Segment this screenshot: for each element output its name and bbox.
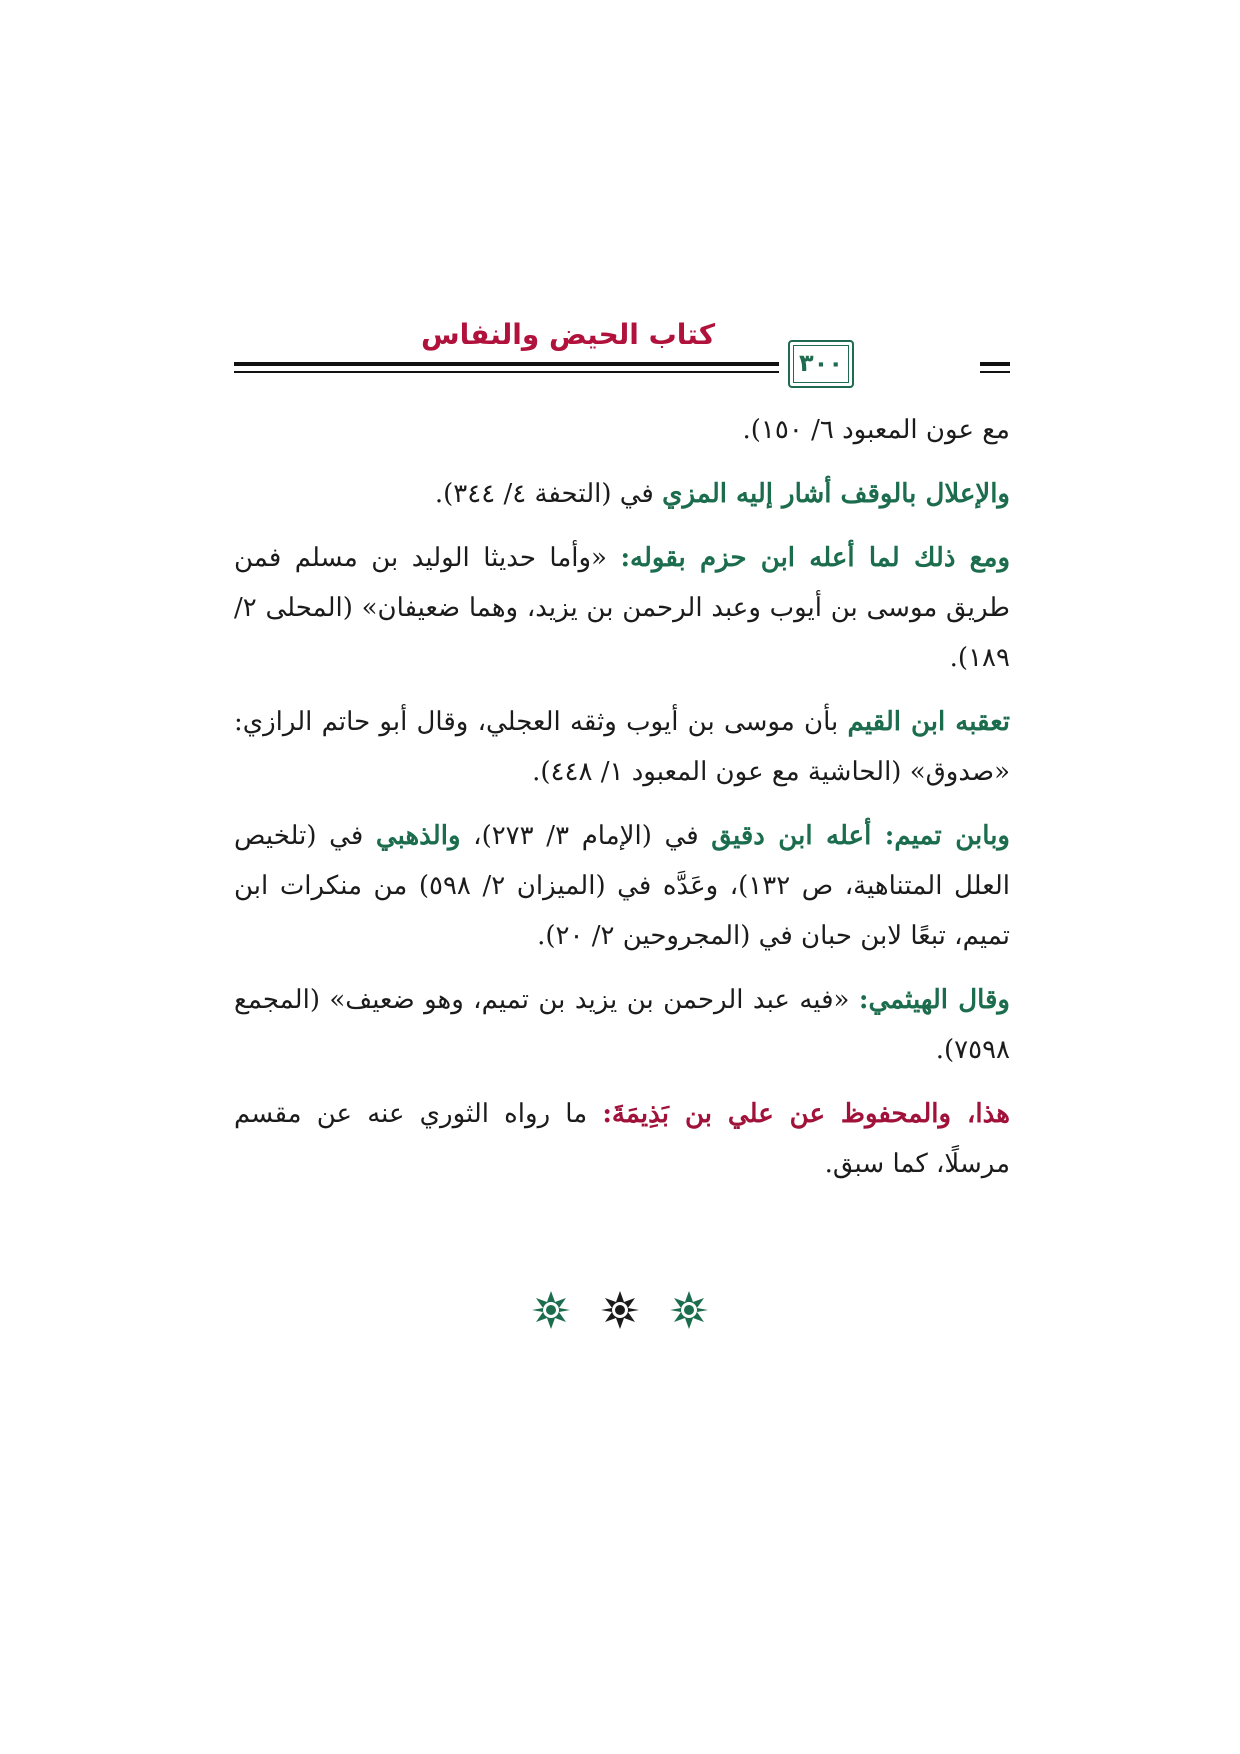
- highlighted-phrase: والذهبي: [375, 821, 461, 851]
- text-run: ما رواه الثوري عنه عن مقسم مرسلًا، كما سبق.: [234, 1099, 1010, 1179]
- text-run: «وأما حديثا الوليد بن مسلم فمن طريق موسى بن أيوب وعبد الرحمن بن يزيد، وهما ضعيفان» (المحلى ٢/ ١٨٩).: [234, 543, 1010, 673]
- text-run: في (التحفة ٤/ ٣٤٤).: [434, 479, 663, 509]
- paragraph: [234, 405, 1010, 455]
- header-rule: [980, 362, 1010, 366]
- header-rule: [234, 362, 779, 366]
- paragraph: [234, 697, 1010, 797]
- section-divider-ornaments: [0, 1290, 1240, 1330]
- text-run: في (تلخيص العلل المتناهية، ص ١٣٢)، وعَدَّه في (الميزان ٢/ ٥٩٨) من منكرات ابن تميم، تبعًا لابن حبان في (المجروحين ٢/ ٢٠).: [234, 821, 1010, 951]
- text-run: بأن موسى بن أيوب وثقه العجلي، وقال أبو حاتم الرازي: «صدوق» (الحاشية مع عون المعبود ١/ ٤٤٨).: [234, 707, 1010, 787]
- text-run: مع عون المعبود ٦/ ١٥٠).: [742, 415, 1010, 445]
- book-title: كتاب الحيض والنفاس: [420, 318, 715, 351]
- page-header: [234, 300, 1010, 390]
- paragraph: [234, 533, 1010, 683]
- ornament-icon: [669, 1290, 709, 1330]
- highlighted-phrase: أعله ابن دقيق: [711, 821, 885, 851]
- main-text: [234, 405, 1010, 1203]
- highlighted-phrase: ومع ذلك لما أعله ابن حزم بقوله:: [620, 543, 1010, 573]
- highlighted-phrase: وقال الهيثمي:: [858, 985, 1010, 1015]
- paragraph: [234, 811, 1010, 961]
- paragraph: [234, 975, 1010, 1075]
- paragraph: [234, 469, 1010, 519]
- ornament-icon: [600, 1290, 640, 1330]
- text-run: «فيه عبد الرحمن بن يزيد بن تميم، وهو ضعيف» (المجمع ٧٥٩٨).: [234, 985, 1010, 1065]
- ornament-icon: [531, 1290, 571, 1330]
- highlighted-phrase: وبابن تميم:: [884, 821, 1010, 851]
- emphasized-phrase: هذا، والمحفوظ عن علي بن بَذِيمَةَ:: [602, 1099, 1010, 1129]
- text-run: في (الإمام ٣/ ٢٧٣)،: [460, 821, 712, 851]
- page-number: ٣٠٠: [799, 349, 843, 377]
- header-rule: [980, 371, 1010, 373]
- highlighted-phrase: والإعلال بالوقف أشار إليه المزي: [662, 479, 1010, 509]
- page-number-badge: [788, 340, 854, 388]
- paragraph: [234, 1089, 1010, 1189]
- header-rule: [234, 371, 779, 373]
- highlighted-phrase: تعقبه ابن القيم: [847, 707, 1010, 737]
